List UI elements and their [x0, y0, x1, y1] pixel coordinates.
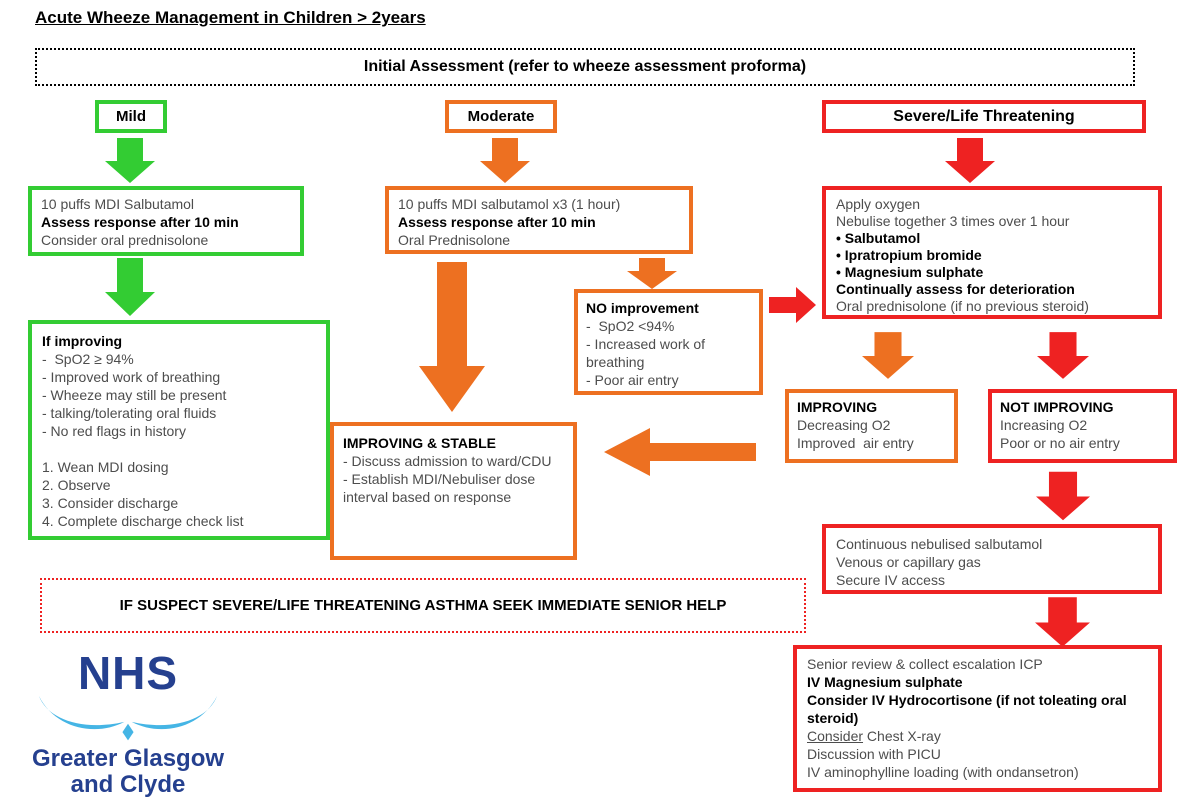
mild-label-text: Mild: [116, 108, 146, 125]
text-line: 10 puffs MDI Salbutamol: [41, 196, 195, 212]
text-line: Increasing O2: [1000, 417, 1088, 433]
text-line: 4. Complete discharge check list: [42, 513, 244, 529]
box-heading: NOT IMPROVING: [1000, 399, 1114, 415]
text-line: 1. Wean MDI dosing: [42, 459, 169, 475]
text-line: • Salbutamol: [836, 230, 921, 246]
text-line: • Ipratropium bromide: [836, 247, 982, 263]
text-line: Consider oral prednisolone: [41, 232, 209, 248]
text-line: Apply oxygen: [836, 196, 921, 212]
severe-improving-box: [785, 389, 958, 463]
left-arrow-icon: [604, 428, 756, 476]
down-arrow-icon: [105, 138, 155, 183]
text-line: Improved air entry: [797, 435, 914, 451]
right-arrow-icon: [769, 287, 816, 323]
moderate-label: [445, 100, 557, 133]
severe-warning-text: IF SUSPECT SEVERE/LIFE THREATENING ASTHMA SEEK IMMEDIATE SENIOR HELP: [119, 597, 727, 614]
moderate-step1-box: [385, 186, 693, 254]
text-line: Secure IV access: [836, 572, 945, 588]
severe-not-improving-box: [988, 389, 1177, 463]
down-arrow-icon: [1035, 597, 1090, 647]
text-line: - No red flags in history: [42, 423, 186, 439]
text-line: 2. Observe: [42, 477, 111, 493]
text-line: - Discuss admission to ward/CDU: [343, 453, 552, 469]
text-line: Senior review & collect escalation ICP: [807, 656, 1043, 672]
text-line: Assess response after 10 min: [41, 214, 239, 230]
line-spacer: [42, 440, 316, 458]
text-line: - Wheeze may still be present: [42, 387, 227, 403]
senior-review-box: [793, 645, 1162, 792]
down-arrow-icon: [104, 258, 156, 316]
box-heading: If improving: [42, 333, 123, 349]
severe-label: [822, 100, 1146, 133]
text-line: Oral Prednisolone: [398, 232, 511, 248]
text-line: Decreasing O2: [797, 417, 891, 433]
text-line: - Improved work of breathing: [42, 369, 221, 385]
initial-assessment-text: Initial Assessment (refer to wheeze assessment proforma): [363, 58, 807, 75]
mild-step1-box: [28, 186, 304, 256]
text-line: 10 puffs MDI salbutamol x3 (1 hour): [398, 196, 621, 212]
text-line: Discussion with PICU: [807, 746, 941, 762]
text-line: - talking/tolerating oral fluids: [42, 405, 217, 421]
text-line: Oral prednisolone (if no previous steroid): [836, 298, 1089, 314]
no-improvement-box: [574, 289, 763, 395]
text-line: - Poor air entry: [586, 372, 679, 388]
text-line: Poor or no air entry: [1000, 435, 1120, 451]
down-arrow-icon: [480, 138, 530, 183]
down-arrow-icon: [945, 138, 995, 183]
down-arrow-icon: [862, 332, 914, 379]
text-line: Nebulise together 3 times over 1 hour: [836, 213, 1070, 229]
down-arrow-icon: [1037, 332, 1089, 379]
nhs-subtitle-line1: Greater Glasgow: [31, 745, 225, 772]
box-heading: NO improvement: [586, 300, 699, 316]
text-line: [807, 727, 1148, 745]
text-line: Continually assess for deterioration: [836, 281, 1075, 297]
nhs-wave-icon: [33, 694, 223, 746]
box-heading: IMPROVING: [797, 399, 878, 415]
page-title: Acute Wheeze Management in Children > 2years: [35, 8, 426, 27]
mild-label: [95, 100, 167, 133]
mild-if-improving-box: [28, 320, 330, 540]
text-line: - Establish MDI/Nebuliser dose interval based on response: [343, 471, 540, 505]
text-line: Continuous nebulised salbutamol: [836, 536, 1043, 552]
initial-assessment-box: [35, 48, 1135, 86]
improving-stable-box: [330, 422, 577, 560]
consider-underlined: Consider: [807, 728, 864, 744]
text-line: - SpO2 <94%: [586, 318, 675, 334]
chest-xray-text: Chest X-ray: [863, 728, 941, 744]
down-arrow-icon: [419, 262, 485, 412]
text-line: - SpO2 ≥ 94%: [42, 351, 134, 367]
down-arrow-icon: [1036, 470, 1090, 522]
box-heading: IMPROVING & STABLE: [343, 435, 496, 451]
down-arrow-icon: [627, 258, 677, 289]
text-line: IV Magnesium sulphate: [807, 674, 963, 690]
text-line: IV aminophylline loading (with ondansetron): [807, 764, 1079, 780]
moderate-label-text: Moderate: [467, 108, 535, 125]
nhs-ggc-logo: [22, 647, 234, 798]
severe-step1-box: [822, 186, 1162, 319]
severe-label-text: Severe/Life Threatening: [893, 107, 1075, 125]
nhs-subtitle-line2: and Clyde: [70, 771, 186, 798]
continuous-salbutamol-box: [822, 524, 1162, 594]
text-line: Assess response after 10 min: [398, 214, 596, 230]
text-line: Venous or capillary gas: [836, 554, 981, 570]
nhs-wordmark: NHS: [77, 647, 179, 699]
text-line: Consider IV Hydrocortisone (if not toleating oral steroid): [807, 692, 1131, 726]
text-line: 3. Consider discharge: [42, 495, 179, 511]
text-line: • Magnesium sulphate: [836, 264, 984, 280]
text-line: - Increased work of breathing: [586, 336, 709, 370]
severe-warning-box: [40, 578, 806, 633]
